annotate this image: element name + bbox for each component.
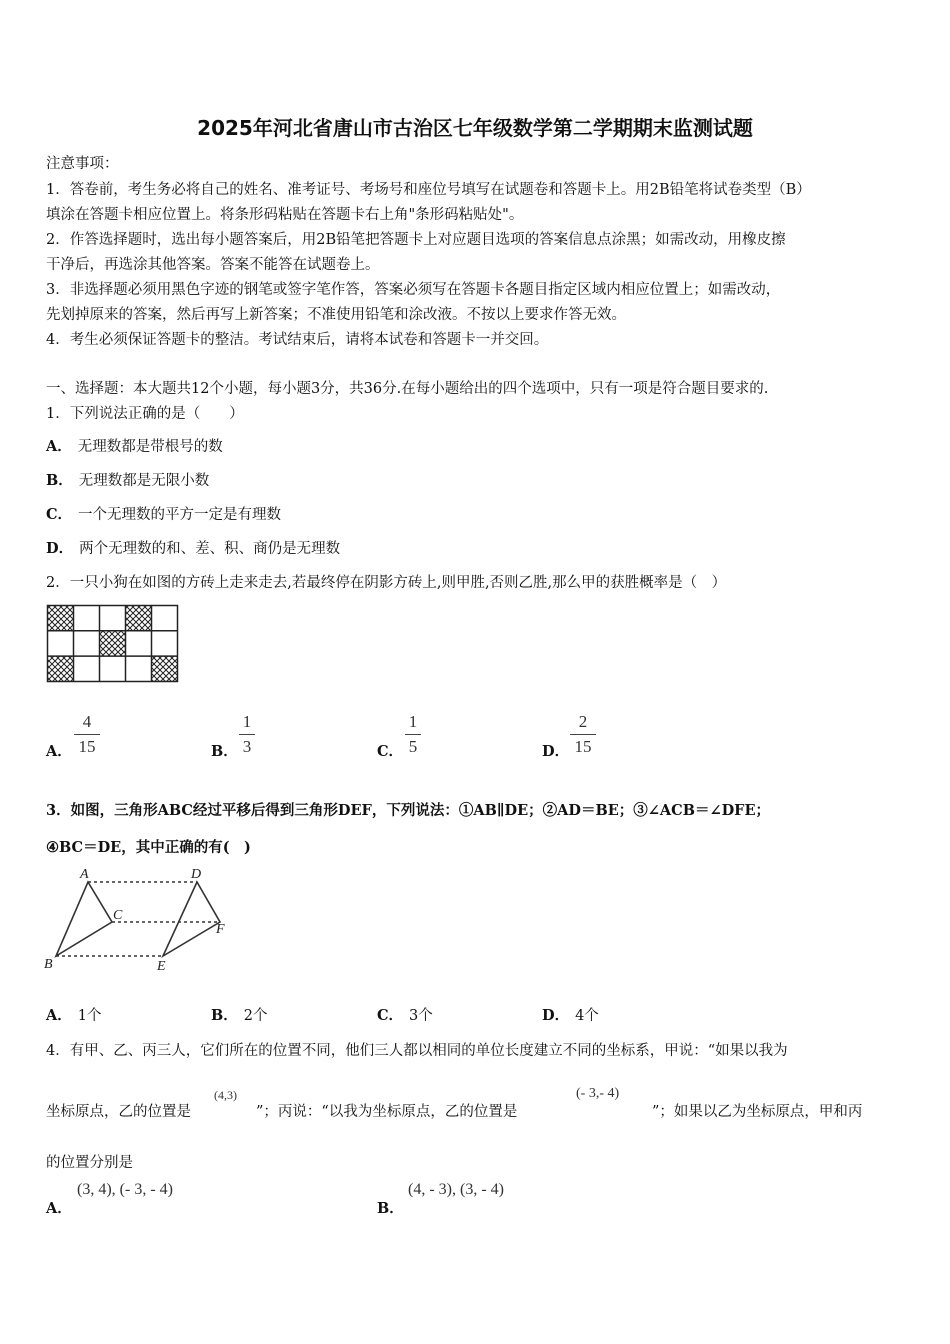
q4-option-b-text: (4, - 3), (3, - 4) [408,1181,504,1198]
q3-option-d[interactable]: D． 4个 [542,1007,599,1024]
q1-option-d[interactable]: D． 两个无理数的和、差、积、商仍是无理数 [46,540,341,557]
q3-option-a[interactable]: A． 1个 [46,1007,102,1024]
page-title: 2025年河北省唐山市古治区七年级数学第二学期期末监测试题 [197,116,753,140]
translation-figure [40,860,240,980]
label-d: D [191,867,202,882]
q2-option-a[interactable]: A． [46,743,72,760]
q3-option-b[interactable]: B． 2个 [211,1007,268,1024]
notice-line: 先划掉原来的答案，然后再写上新答案；不准使用铅笔和涂改液。不按以上要求作答无效。 [46,307,626,323]
q4-stem-line2b: ”；丙说：“以我为坐标原点，乙的位置是 [256,1104,518,1120]
notice-heading: 注意事项： [46,156,119,172]
label-c: C [113,908,123,923]
q4-option-a-text: (3, 4), (- 3, - 4) [77,1181,173,1198]
q2-option-c[interactable]: C． [377,743,404,760]
q4-stem-line2c: ”；如果以乙为坐标原点，甲和丙 [652,1104,863,1120]
q1-option-c[interactable]: C． 一个无理数的平方一定是有理数 [46,506,282,523]
label-f: F [216,922,225,937]
q1-stem: 1．下列说法正确的是（ ） [46,406,244,422]
q2-stem: 2．一只小狗在如图的方砖上走来走去,若最终停在阴影方砖上,则甲胜,否则乙胜,那么甲的获胜概率是（ ） [46,575,727,591]
label-e: E [157,959,166,974]
q2-option-c-fraction: 1 5 [405,712,421,757]
q3-stem-line2: ④BC＝DE，其中正确的有( ) [46,839,251,856]
q4-option-b[interactable]: B． [377,1200,404,1217]
q3-option-c[interactable]: C． 3个 [377,1007,433,1024]
q1-option-b[interactable]: B． 无理数都是无限小数 [46,472,210,489]
q1-option-a[interactable]: A． 无理数都是带根号的数 [46,438,223,455]
q2-option-a-fraction: 4 15 [74,712,100,757]
q2-option-b-fraction: 1 3 [239,712,255,757]
notice-line: 1．答卷前，考生务必将自己的姓名、准考证号、考场号和座位号填写在试题卷和答题卡上。用2B铅笔将试卷类型（B） [46,182,811,198]
q2-option-d-fraction: 2 15 [570,712,596,757]
label-a: A [80,867,89,882]
notice-line: 3．非选择题必须用黑色字迹的钢笔或签字笔作答，答案必须写在答题卡各题目指定区域内相应位置上；如需改动， [46,282,781,298]
q4-stem-line2a: 坐标原点，乙的位置是 [46,1104,191,1120]
q4-stem-line1: 4．有甲、乙、丙三人，它们所在的位置不同，他们三人都以相同的单位长度建立不同的坐标系，甲说：“如果以我为 [46,1043,788,1059]
notice-line: 2．作答选择题时，选出每小题答案后，用2B铅笔把答题卡上对应题目选项的答案信息点涂黑；如需改动，用橡皮擦 [46,232,786,248]
shaded-tiles [48,606,178,682]
q2-option-d[interactable]: D． [542,743,570,760]
q4-coord-1: (4,3) [214,1088,237,1102]
tile-grid-figure [46,604,182,684]
notice-line: 填涂在答题卡相应位置上。将条形码粘贴在答题卡右上角"条形码粘贴处"。 [46,207,524,223]
q3-stem-line1: 3．如图，三角形ABC经过平移后得到三角形DEF，下列说法：①AB∥DE；②AD＝BE；③∠ACB＝∠DFE； [46,802,771,819]
label-b: B [44,957,53,972]
dashed-lines [56,882,220,956]
notice-line: 4．考生必须保证答题卡的整洁。考试结束后，请将本试卷和答题卡一并交回。 [46,332,549,348]
q2-option-b[interactable]: B． [211,743,238,760]
q4-stem-line3: 的位置分别是 [46,1155,133,1171]
triangles [56,882,220,956]
section-heading: 一、选择题：本大题共12个小题，每小题3分，共36分.在每小题给出的四个选项中，只有一项是符合题目要求的. [46,381,769,397]
q4-coord-2: (- 3,- 4) [576,1086,620,1101]
notice-line: 干净后，再选涂其他答案。答案不能答在试题卷上。 [46,257,380,273]
q4-option-a[interactable]: A． [46,1200,72,1217]
